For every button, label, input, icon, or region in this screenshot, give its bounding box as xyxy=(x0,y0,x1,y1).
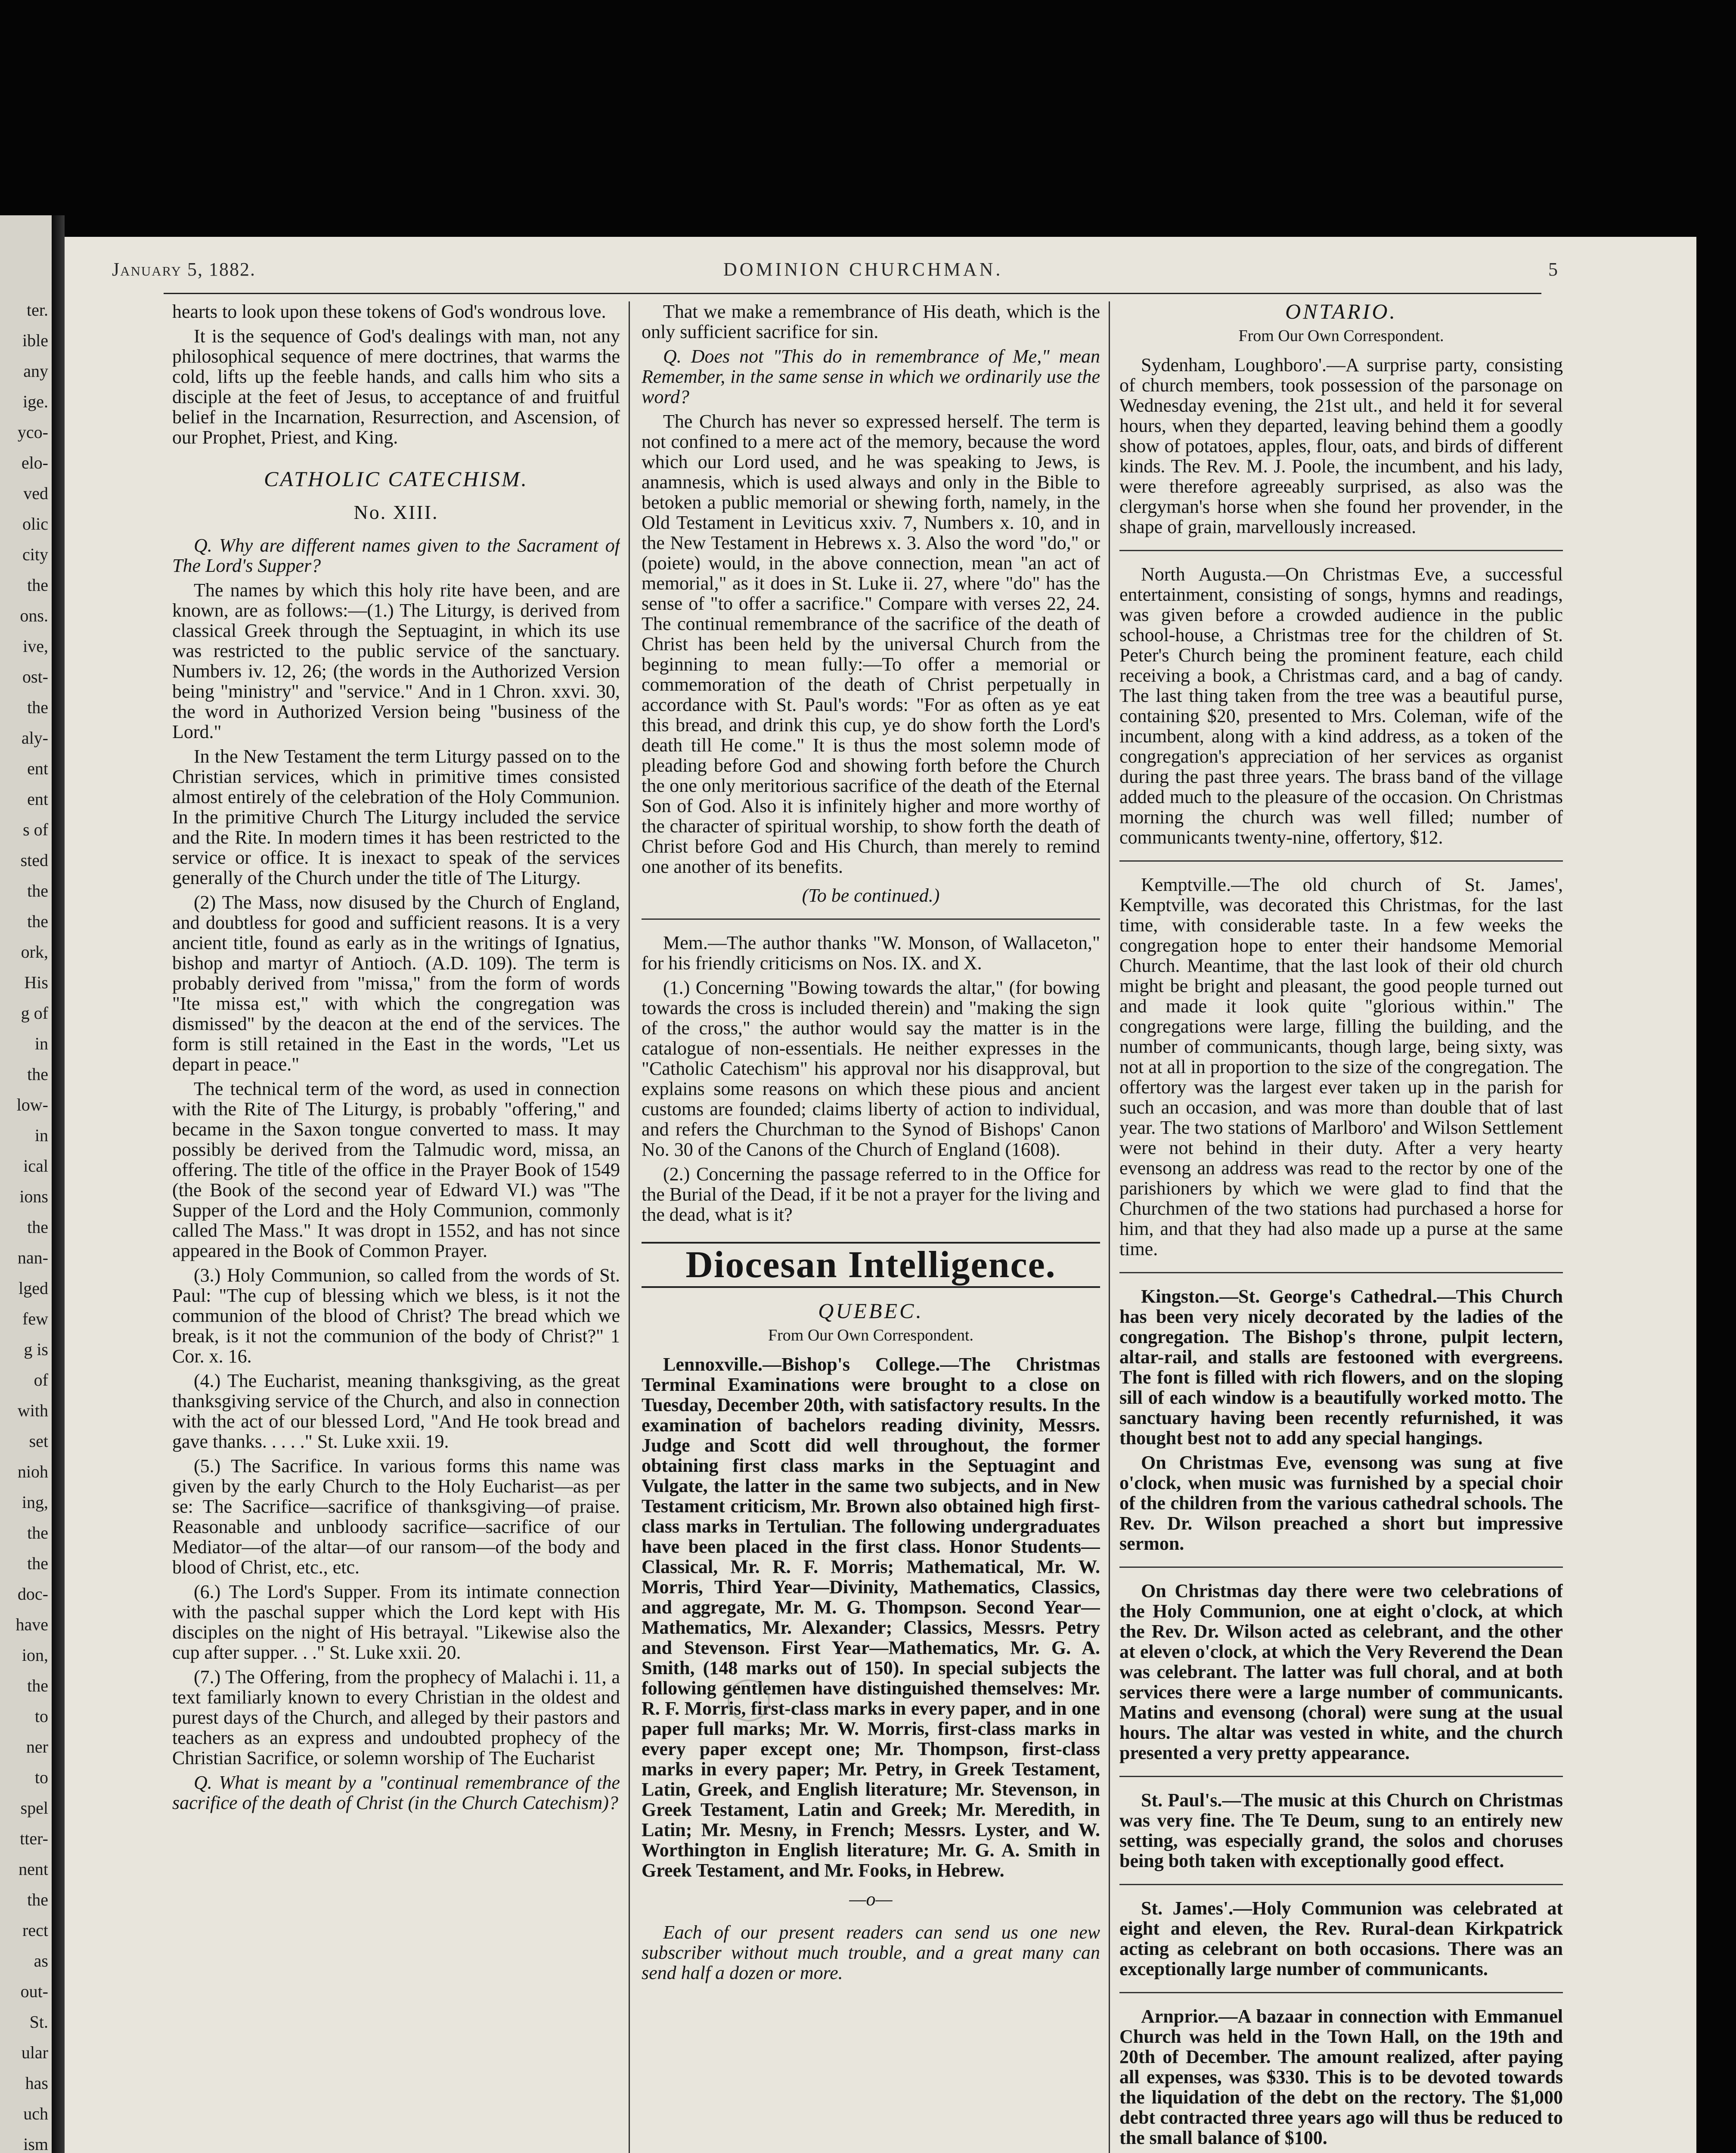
col1-intro-0: hearts to look upon these tokens of God's wondrous love. xyxy=(172,301,606,322)
adjacent-page-fragment: in xyxy=(34,1126,48,1145)
adjacent-page-fragment: aly- xyxy=(21,728,48,748)
catechism-question: Q. Why are different names given to the Sacrament of The Lord's Supper? xyxy=(172,535,620,576)
adjacent-page-fragment: spel xyxy=(20,1798,48,1818)
adjacent-page-fragment: the xyxy=(27,1064,48,1084)
ontario-item: Arnprior.—A bazaar in connection with Emmanuel Church was held in the Town Hall, on the 19th and 20th of December. The amount realized, after paying all expenses, was $330. This is to be devoted towards the liquidation of the debt on the rectory. The $1,000 debt contracted three years ago will thus be reduced to the small balance of $100. xyxy=(1119,2006,1563,2148)
ontario-item: North Augusta.—On Christmas Eve, a successful entertainment, consisting of songs, hymns and readings, was given before a crowded audience in the public school-house, a Christmas tree for the children of St. Peter's Church being the prominent feature, each child receiving a book, a Christmas card, and a bag of candy. The last thing taken from the tree was a beautiful purse, containing $20, presented to Mrs. Coleman, wife of the incumbent, along with a kind address, as a token of the congregation's appreciation of her services as organist during the past three years. The brass band of the village added much to the pleasure of the occasion. On Christmas morning the church was well filled; number of communicants twenty-nine, offertory, $12. xyxy=(1119,564,1563,848)
page-gutter xyxy=(52,215,65,2153)
separator xyxy=(1119,1272,1563,1273)
adjacent-page-fragment: ent xyxy=(27,759,48,778)
correspondent-line: From Our Own Correspondent. xyxy=(768,1326,974,1344)
paper-stain-mark xyxy=(728,1679,770,1722)
closing-question: Q. What is meant by a "continual remembrance of the sacrifice of the death of Christ (in the Church Catechism)? xyxy=(172,1772,620,1813)
adjacent-page-fragment: ible xyxy=(22,331,48,350)
memo-paragraph: Mem.—The author thanks "W. Monson, of Wallaceton," for his friendly criticisms on Nos. IX. and X. xyxy=(642,932,1100,974)
ontario-item: Sydenham, Loughboro'.—A surprise party, consisting of church members, took possession of the parsonage on Wednesday evening, the 21st ult., and held it for several hours, when they departed, leaving behind them a goodly show of potatoes, apples, flour, oats, and birds of different kinds. The Rev. M. J. Poole, the incumbent, and his lady, were therefore agreeably surprised, as also was the clergyman's horse when she found her provender, in the shape of grain, marvellously increased. xyxy=(1119,354,1563,537)
col1-paragraph: (2) The Mass, now disused by the Church of England, and doubtless for good and sufficient reasons. It is a very ancient title, found as early as in the writings of Ignatius, bishop and martyr of Antioch. (A.D. 109). The term is probably derived from "missa," from the form of words "Ite missa est," with which the congregation was dismissed" by the deacon at the end of the services. The form is still retained in the East in the words, "Let us depart in peace." xyxy=(172,892,620,1075)
col1-paragraph: In the New Testament the term Liturgy passed on to the Christian services, which in primitive times consisted almost entirely of the celebration of the Holy Communion. In the primitive Church The Liturgy included the service and the Rite. In modern times it has been restricted to the service or office. It is inexact to speak of the services generally of the Church under the title of The Liturgy. xyxy=(172,746,620,888)
adjacent-page-fragment: ter. xyxy=(27,300,48,320)
col1-paragraph: (4.) The Eucharist, meaning thanksgiving, as the great thanksgiving service of the Church, and also in connection with the act of our blessed Lord, "And He took bread and gave thanks. . . . ." St. Luke xxii. 19. xyxy=(172,1370,620,1452)
separator xyxy=(1119,860,1563,862)
province-quebec: QUEBEC. xyxy=(818,1299,924,1323)
adjacent-page-fragment: His xyxy=(24,973,48,992)
adjacent-page-fragment: ular xyxy=(21,2043,48,2062)
ontario-item: Kingston.—St. George's Cathedral.—This Church has been very nicely decorated by the ladies of the congregation. The Bishop's throne, pulpit lectern, altar-rail, and stalls are festooned with evergreens. The font is filled with rich flowers, and on the sloping sill of each window is a beautifully worked motto. The sanctuary having been recently refurnished, it was thought best not to add any special hangings. xyxy=(1119,1286,1563,1449)
adjacent-page-fragment: nent xyxy=(19,1859,48,1879)
ontario-item: On Christmas Eve, evensong was sung at five o'clock, when music was furnished by a special choir of the children from the various cathedral schools. The Rev. Dr. Wilson preached a short but impressive sermon. xyxy=(1119,1452,1563,1554)
adjacent-page-fragment: ved xyxy=(23,484,48,503)
separator xyxy=(1119,1992,1563,1993)
adjacent-page-fragment: of xyxy=(34,1370,48,1390)
adjacent-page-fragment: ons. xyxy=(20,606,48,625)
adjacent-page-fragment: g is xyxy=(24,1340,48,1359)
quebec-report: Lennoxville.—Bishop's College.—The Christmas Terminal Examinations were brought to a close on Tuesday, December 20th, with satisfactory results. In the examination of bachelors reading divinity, Messrs. Judge and Scott did well throughout, the former obtaining first class marks in the Septuagint and Vulgate, the latter in the same two subjects, and in New Testament criticism, Mr. Brown also obtained high first-class marks in Tertulian. The following undergraduates have been placed in the first class. Honor Students—Classical, Mr. R. F. Morris; Mathematical, Mr. W. Morris, Third Year—Divinity, Mathematics, Classics, and aggregate, Mr. M. G. Thompson. Second Year—Mathematics, Mr. Alexander; Classics, Messrs. Petry and Stevenson. First Year—Mathematics, Mr. G. A. Smith, (148 marks out of 150). In special subjects the following gentlemen have distinguished themselves: Mr. R. F. Morris, first-class marks in every paper, and in one paper full marks; Mr. W. Morris, first-class marks in every paper except one; Mr. Thompson, first-class marks in every paper; Mr. Petry, in Greek Testament, Latin, Greek, and English literature; Mr. Stevenson, in Greek Testament, Latin and Greek; Mr. Meredith, in Latin; Mr. Mesny, in French; Messrs. Lyster, and W. Worthington in English literature; Mr. G. A. Smith in Greek Testament, and Mr. Fooks, in Hebrew. xyxy=(642,1354,1100,1881)
adjacent-page-fragment: uch xyxy=(23,2104,48,2123)
province-ontario: ONTARIO. xyxy=(1285,301,1397,323)
section-number: No. XIII. xyxy=(353,501,439,523)
adjacent-page-fragment: as xyxy=(34,1951,48,1970)
adjacent-page-fragment: doc- xyxy=(17,1584,48,1604)
ontario-item: St. James'.—Holy Communion was celebrated at eight and eleven, the Rev. Rural-dean Kirkpatrick acting as celebrant on both occasions. There was an exceptionally large number of communicants. xyxy=(1119,1898,1563,1979)
header-rule xyxy=(164,293,1541,294)
adjacent-page-fragment: the xyxy=(27,912,48,931)
col1-paragraph: (3.) Holy Communion, so called from the words of St. Paul: "The cup of blessing which we bless, is it not the communion of the blood of Christ? The bread which we break, is it not the communion of the body of Christ?" 1 Cor. x. 16. xyxy=(172,1265,620,1367)
column-1 xyxy=(172,301,620,2153)
separator xyxy=(1119,1884,1563,1885)
adjacent-page-fragment: with xyxy=(17,1401,48,1420)
ontario-item: On Christmas day there were two celebrations of the Holy Communion, one at eight o'clock, at which the Rev. Dr. Wilson acted as celebrant, and the other at eleven o'clock, at which the Very Reverend the Dean was celebrant. The latter was full choral, and at both services there were a large number of communicants. Matins and evensong (choral) were sung at the usual hours. The altar was vested in white, and the church presented a very pretty appearance. xyxy=(1119,1580,1563,1763)
adjacent-page-strip xyxy=(0,215,52,2153)
adjacent-page-fragment: the xyxy=(27,1890,48,1909)
adjacent-page-fragment: any xyxy=(23,361,48,381)
adjacent-page-fragment: ork, xyxy=(21,942,48,962)
adjacent-page-fragment: ical xyxy=(23,1156,48,1176)
adjacent-page-fragment: ion, xyxy=(22,1645,48,1665)
subscriber-notice: Each of our present readers can send us one new subscriber without much trouble, and a great many can send half a dozen or more. xyxy=(642,1922,1100,1983)
adjacent-page-fragment: ent xyxy=(27,789,48,809)
adjacent-page-fragment: ive, xyxy=(23,636,48,656)
column-rule-2 xyxy=(1109,301,1110,2153)
col1-paragraph: (7.) The Offering, from the prophecy of Malachi i. 11, a text familiarly known to every Christian in the oldest and purest days of the Church, and alleged by their pastors and teachers as an express and undoubted prophecy of the Christian Sacrifice, or solemn worship of The Eucharist xyxy=(172,1666,620,1768)
header-date: January 5, 1882. xyxy=(112,259,256,280)
ontario-item: Kemptville.—The old church of St. James', Kemptville, was decorated this Christmas, for the last time, with considerable taste. In a few weeks the congregation hope to enter their handsome Memorial Church. Meantime, that the last look of their old church might be bright and pleasant, the good people turned out and made it look quite "glorious within." The congregations were large, filling the building, and the number of communicants, though large, being sixty, was not at all in proportion to the size of the congregation. The offertory was the largest ever taken up in the parish for such an occasion, and was more than double that of last year. The two stations of Marlboro' and Wilson Settlement were not behind in their duty. After a very hearty evensong an address was read to the rector by one of the parishioners by which we were glad to find that the Churchmen of the two stations had purchased a horse for him, and that they had also made up a purse at the same time. xyxy=(1119,874,1563,1260)
memo-paragraph: (2.) Concerning the passage referred to in the Office for the Burial of the Dead, if it be not a prayer for the living and the dead, what is it? xyxy=(642,1163,1100,1225)
separator xyxy=(1119,1776,1563,1777)
correspondent-line: From Our Own Correspondent. xyxy=(1238,327,1444,345)
adjacent-page-fragment: ism xyxy=(23,2134,48,2153)
page-header xyxy=(112,250,1559,289)
adjacent-page-fragment: ost- xyxy=(22,667,48,686)
adjacent-page-fragment: the xyxy=(27,698,48,717)
adjacent-page-fragment: the xyxy=(27,1217,48,1237)
adjacent-page-fragment: out- xyxy=(20,1982,48,2001)
header-paper-title: DOMINION CHURCHMAN. xyxy=(723,259,1003,280)
header-page-number: 5 xyxy=(1548,259,1559,280)
adjacent-page-fragment: olic xyxy=(22,514,48,534)
adjacent-page-fragment: rect xyxy=(22,1920,48,1940)
col1-paragraph: (6.) The Lord's Supper. From its intimate connection with the paschal supper which the Lord kept with His disciples on the night of His betrayal. "Likewise also the cup after supper. . ." St. Luke xxii. 20. xyxy=(172,1581,620,1663)
adjacent-page-fragment: yco- xyxy=(17,422,48,442)
separator xyxy=(1119,1567,1563,1568)
adjacent-page-fragment: elo- xyxy=(21,453,48,472)
diocesan-intelligence-banner: Diocesan Intelligence. xyxy=(642,1242,1100,1288)
divider: —o— xyxy=(849,1889,893,1910)
section-title: CATHOLIC CATECHISM. xyxy=(264,467,528,491)
col1-paragraph: The names by which this holy rite have been, and are known, are as follows:—(1.) The Liturgy, is derived from classical Greek through the Septuagint, in which its use was restricted to the public service of the sanctuary. Numbers iv. 12, 26; (the words in the Authorized Version being "ministry" and "service." And in 1 Chron. xxvi. 30, the word in Authorized Version being "business of the Lord." xyxy=(172,580,620,742)
adjacent-page-fragment: the xyxy=(27,1676,48,1695)
col1-paragraph: The technical term of the word, as used in connection with the Rite of The Liturgy, is probably "offering," and became in the Saxon tongue converted to mass. It may possibly be derived from the Talmudic word, missa, an offering. The title of the office in the Prayer Book of 1549 (the Book of the second year of Edward VI.) was "The Supper of the Lord and the Holy Communion, commonly called The Mass." It was dropt in 1552, and has not since appeared in the Book of Common Prayer. xyxy=(172,1078,620,1261)
adjacent-page-fragment: city xyxy=(22,545,48,564)
adjacent-page-fragment: to xyxy=(34,1706,48,1726)
adjacent-page-fragment: the xyxy=(27,1523,48,1542)
column-rule-1 xyxy=(629,301,630,2153)
adjacent-page-fragment: the xyxy=(27,881,48,900)
adjacent-page-fragment: ions xyxy=(19,1187,48,1206)
memo-paragraph: (1.) Concerning "Bowing towards the altar," (for bowing towards the cross is included therein) and "making the sign of the cross," the author would say the matter is in the catalogue of non-essentials. He neither expresses in the "Catholic Catechism" his approval nor his disapproval, but explains some reasons on which these pious and ancient customs are founded; claims liberty of action to individual, and refers the Churchman to the Synod of Bishops' Canon No. 30 of the Canons of the Church of England (1608). xyxy=(642,977,1100,1160)
adjacent-page-fragment: lged xyxy=(19,1278,48,1298)
adjacent-page-fragment: g of xyxy=(21,1003,48,1023)
adjacent-page-fragment: the xyxy=(27,575,48,595)
col2-paragraph: The Church has never so expressed herself. The term is not confined to a mere act of the memory, because the word which our Lord used, and he was speaking to Jews, is anamnesis, which is used always and only in the Bible to betoken a public memorial or shewing forth, namely, in the Old Testament in Leviticus xxiv. 7, Numbers x. 10, and in the New Testament in Hebrews x. 3. Also the word "do," or (poiete) would, in the above connection, mean "an act of memorial," as it does in St. Luke ii. 27, where "do" has the sense of "to offer a sacrifice." Compare with verses 22, 24. The continual remembrance of the sacrifice of the death of Christ has been held by the universal Church from the beginning to mean fully:—To offer a memorial or commemoration of the death of Christ perpetually in accordance with St. Paul's words: "For as often as ye eat this bread, and drink this cup, ye do show forth the Lord's death till He come." It is thus the most solemn mode of pleading before God and showing forth before the Church the one only meritorious sacrifice of the death of the Eternal Son of God. Also it is infinitely higher and more worthy of the character of spiritual worship, to show forth the death of Christ before God and His Church, than merely to remind one another of its benefits. xyxy=(642,411,1100,877)
adjacent-page-fragment: low- xyxy=(16,1095,48,1114)
col2-question: Q. Does not "This do in remembrance of Me," mean Remember, in the same sense in which we ordinarily use the word? xyxy=(642,346,1100,407)
col1-paragraph: (5.) The Sacrifice. In various forms this name was given by the early Church to the Holy Eucharist—as per se: The Sacrifice—sacrifice of thanksgiving—of praise. Reasonable and unbloody sacrifice—sacrifice of our Mediator—of the altar—of our ransom—of the body and blood of Christ, etc., etc. xyxy=(172,1455,620,1578)
adjacent-page-fragment: has xyxy=(25,2073,48,2093)
col2-paragraph: That we make a remembrance of His death, which is the only sufficient sacrifice for sin. xyxy=(642,301,1100,342)
adjacent-page-fragment: the xyxy=(27,1554,48,1573)
adjacent-page-fragment: few xyxy=(22,1309,48,1328)
column-3 xyxy=(1119,301,1563,2153)
adjacent-page-fragment: tter- xyxy=(20,1829,48,1848)
adjacent-page-fragment: set xyxy=(29,1431,48,1451)
to-be-continued: (To be continued.) xyxy=(802,885,940,906)
adjacent-page-fragment: ige. xyxy=(23,392,48,411)
separator xyxy=(642,918,1100,920)
adjacent-page-fragment: s of xyxy=(23,820,48,839)
col1-intro-1: It is the sequence of God's dealings with man, not any philosophical sequence of mere doctrines, that warms the cold, lifts up the feeble hands, and calls him who sits a disciple at the feet of Jesus, to acceptance of and fruitful belief in the Incarnation, Resurrection, and Ascension, of our Prophet, Priest, and King. xyxy=(172,326,620,448)
adjacent-page-fragment: in xyxy=(34,1034,48,1053)
separator xyxy=(1119,550,1563,551)
adjacent-page-fragment: St. xyxy=(29,2012,48,2032)
adjacent-page-fragment: ner xyxy=(26,1737,48,1756)
adjacent-page-fragment: sted xyxy=(20,850,48,870)
adjacent-page-fragment: have xyxy=(16,1615,48,1634)
adjacent-page-fragment: nan- xyxy=(17,1248,48,1267)
adjacent-page-fragment: to xyxy=(34,1768,48,1787)
adjacent-page-fragment: ing, xyxy=(22,1492,48,1512)
column-2 xyxy=(642,301,1100,2153)
adjacent-page-fragment: nioh xyxy=(17,1462,48,1481)
ontario-item: St. Paul's.—The music at this Church on Christmas was very fine. The Te Deum, sung to an entirely new setting, was especially grand, the solos and choruses being both taken with exceptionally good effect. xyxy=(1119,1790,1563,1871)
